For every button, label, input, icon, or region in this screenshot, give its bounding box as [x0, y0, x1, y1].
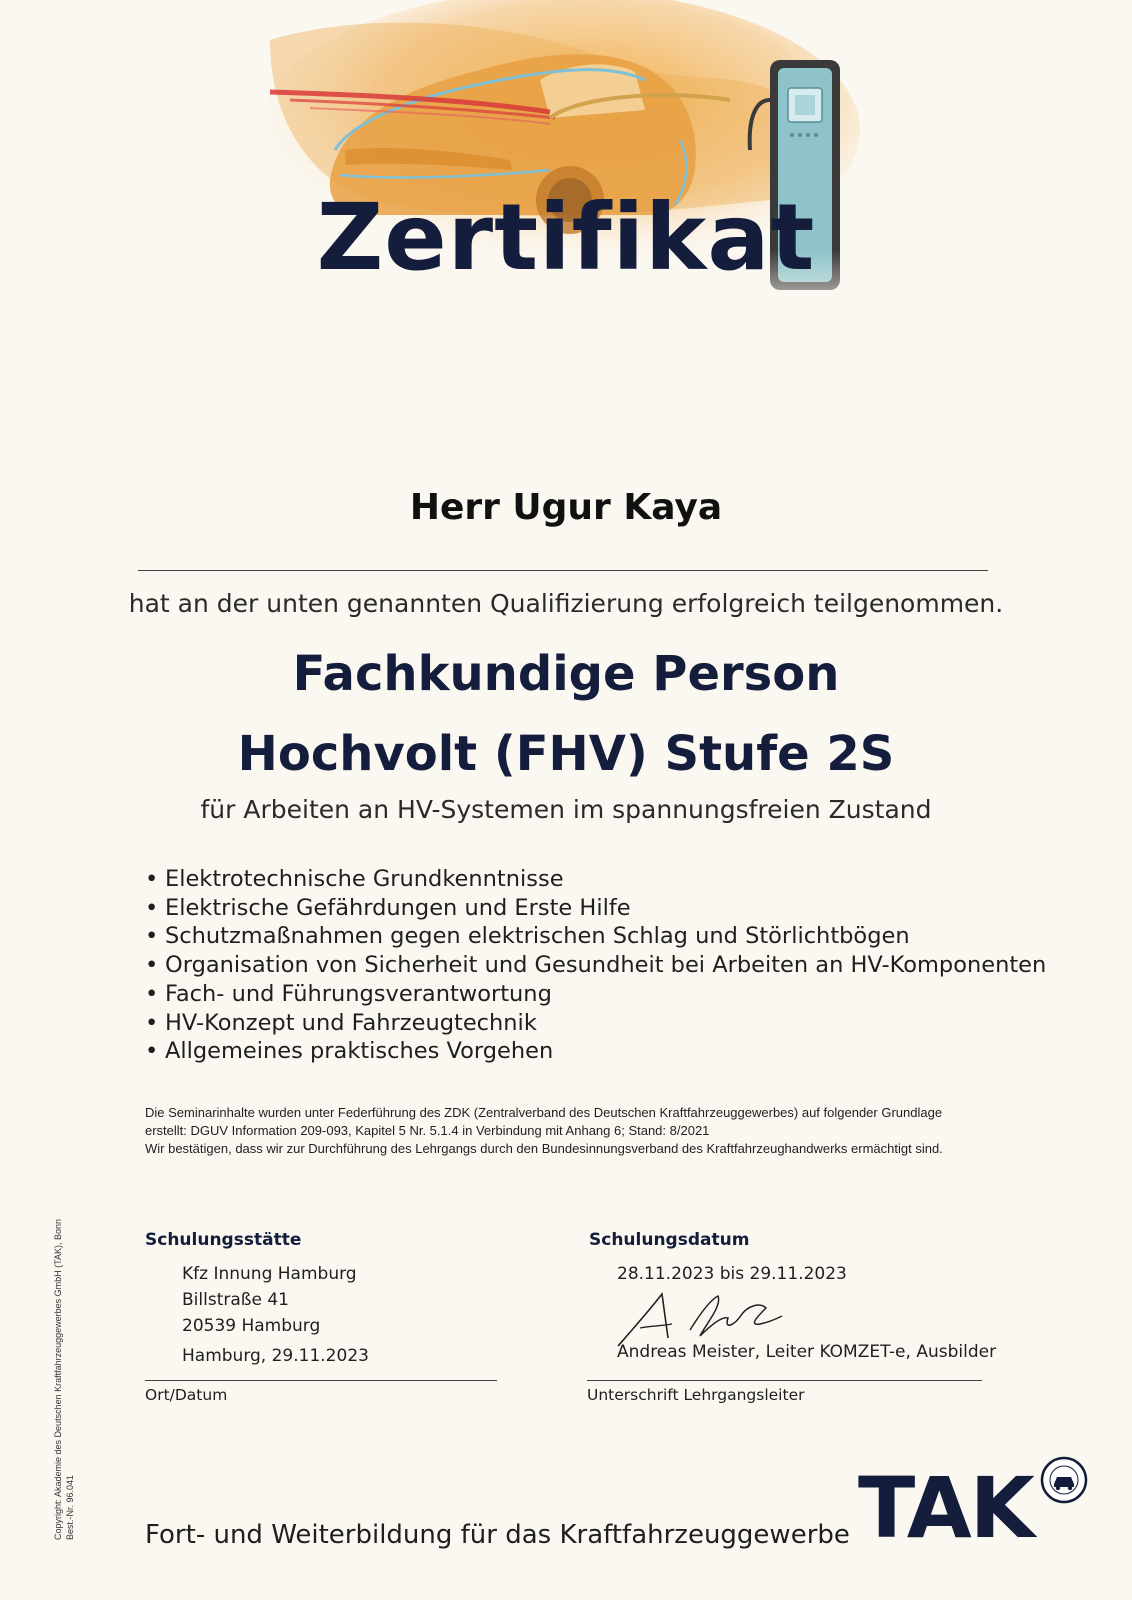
- copyright-line: Copyright: Akademie des Deutschen Kraftfahrzeuggewerbes GmbH (TAK), Bonn: [53, 1219, 63, 1540]
- participation-statement: hat an der unten genannten Qualifizierung erfolgreich teilgenommen.: [128, 589, 1004, 618]
- seal-icon: [1040, 1456, 1088, 1504]
- training-location-heading: Schulungsstätte: [145, 1230, 302, 1250]
- topic-text: Fach- und Führungsverantwortung: [165, 980, 552, 1007]
- topic-list: [145, 865, 1065, 1066]
- signature-label: Unterschrift Lehrgangsleiter: [587, 1386, 805, 1404]
- footer-tagline: Fort- und Weiterbildung für das Kraftfahrzeuggewerbe: [145, 1520, 850, 1550]
- list-item: [145, 865, 1065, 894]
- list-item: [145, 951, 1065, 980]
- location-city: 20539 Hamburg: [182, 1316, 321, 1336]
- topic-text: Organisation von Sicherheit und Gesundheit bei Arbeiten an HV-Komponenten: [165, 952, 1047, 979]
- legal-note-line: Wir bestätigen, dass wir zur Durchführung des Lehrgangs durch den Bundesinnungsverband des Kraftfahrzeughandwerks ermächtigt sind.: [145, 1141, 943, 1156]
- topic-text: Allgemeines praktisches Vorgehen: [165, 1038, 554, 1065]
- bullet-icon: •: [145, 1009, 159, 1036]
- bullet-icon: •: [145, 923, 159, 950]
- list-item: [145, 980, 1065, 1009]
- signature-line: [587, 1380, 982, 1381]
- topic-text: Elektrotechnische Grundkenntnisse: [165, 866, 564, 892]
- training-date-heading: Schulungsdatum: [589, 1230, 750, 1250]
- qualification-title-line2: Hochvolt (FHV) Stufe 2S: [237, 726, 895, 782]
- qualification-title-line1: Fachkundige Person: [292, 646, 840, 702]
- list-item: [145, 922, 1065, 951]
- place-date-line: [145, 1380, 497, 1381]
- bullet-icon: •: [145, 1038, 159, 1065]
- name-divider: [138, 570, 988, 571]
- topic-text: Schutzmaßnahmen gegen elektrischen Schlag und Störlichtbögen: [165, 923, 910, 950]
- training-date-range: 28.11.2023 bis 29.11.2023: [617, 1264, 847, 1284]
- list-item: [145, 1009, 1065, 1038]
- legal-note-line: erstellt: DGUV Information 209-093, Kapitel 5 Nr. 5.1.4 in Verbindung mit Anhang 6; Stand: 8/2021: [145, 1123, 710, 1138]
- bullet-icon: •: [145, 866, 159, 892]
- recipient-name: Herr Ugur Kaya: [409, 487, 723, 528]
- bullet-icon: •: [145, 952, 159, 979]
- place-date-label: Ort/Datum: [145, 1386, 228, 1404]
- certificate-title: Zertifikat: [316, 184, 816, 291]
- list-item: [145, 1037, 1065, 1066]
- signer-name: Andreas Meister, Leiter KOMZET-e, Ausbilder: [617, 1342, 997, 1362]
- legal-note-line: Die Seminarinhalte wurden unter Federführung des ZDK (Zentralverband des Deutschen Kraftfahrzeuggewerbes) auf folgender Grundlage: [145, 1105, 943, 1120]
- topic-text: HV-Konzept und Fahrzeugtechnik: [165, 1009, 537, 1036]
- bullet-icon: •: [145, 980, 159, 1007]
- topic-text: Elektrische Gefährdungen und Erste Hilfe: [165, 894, 631, 921]
- location-name: Kfz Innung Hamburg: [182, 1264, 357, 1284]
- bullet-icon: •: [145, 894, 159, 921]
- copyright-note: [52, 1219, 76, 1540]
- legal-notes: [145, 1104, 1045, 1158]
- order-number: Best.-Nr. 96.041: [65, 1474, 75, 1540]
- location-street: Billstraße 41: [182, 1290, 289, 1310]
- qualification-subtitle: für Arbeiten an HV-Systemen im spannungsfreien Zustand: [200, 795, 932, 824]
- tak-logo: TAK: [858, 1459, 1033, 1557]
- list-item: [145, 894, 1065, 923]
- place-date: Hamburg, 29.11.2023: [182, 1346, 369, 1366]
